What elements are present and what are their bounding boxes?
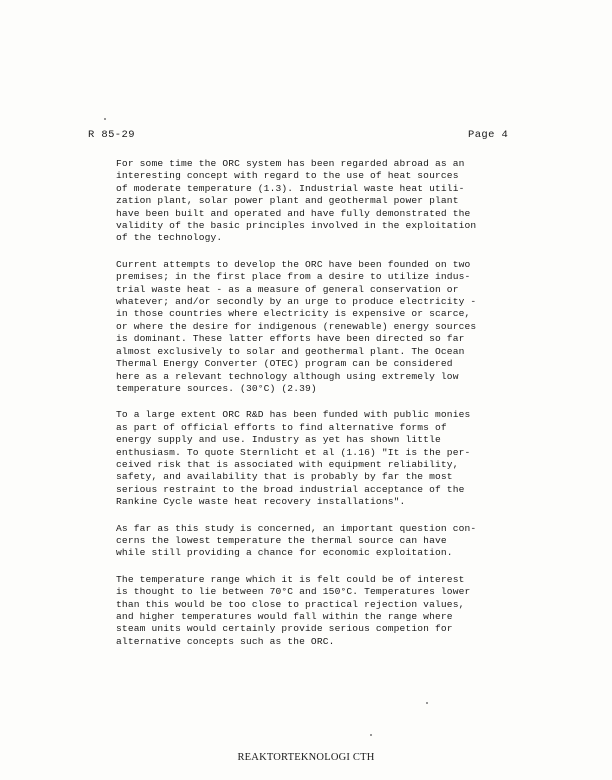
text-line: To a large extent ORC R&D has been funded with public monies	[116, 409, 471, 421]
paragraph-1	[116, 158, 516, 245]
text-line: while still providing a chance for economic exploitation.	[116, 547, 453, 559]
text-line: steam units would certainly provide serious competion for	[116, 623, 453, 635]
text-line: than this would be too close to practical rejection values,	[116, 598, 465, 610]
paragraph-5	[116, 574, 516, 648]
text-line: interesting concept with regard to the use of heat sources	[116, 170, 459, 182]
text-line: premises; in the first place from a desire to utilize indus-	[116, 271, 471, 283]
text-line: and higher temperatures would fall within the range where	[116, 611, 453, 622]
body-text	[116, 158, 516, 662]
paragraph-4	[116, 523, 516, 560]
text-line: almost exclusively to solar and geothermal plant. The Ocean	[116, 345, 465, 357]
paragraph-2	[116, 259, 516, 395]
text-line: safety, and availability that is probably by far the most	[116, 471, 453, 483]
scan-speck	[426, 702, 428, 704]
text-line: As far as this study is concerned, an important question con-	[116, 522, 477, 534]
text-line: The temperature range which it is felt could be of interest	[116, 573, 465, 585]
scan-speck	[370, 734, 372, 736]
text-line: Current attempts to develop the ORC have been founded on two	[116, 258, 471, 270]
footer-institution: REAKTORTEKNOLOGI CTH	[237, 752, 375, 763]
text-line: zation plant, solar power plant and geothermal power plant	[116, 195, 459, 207]
text-line: Rankine Cycle waste heat recovery installations".	[116, 496, 406, 508]
text-line: enthusiasm. To quote Sternlicht et al (1.16) "It is the per-	[116, 446, 471, 458]
text-line: in those countries where electricity is expensive or scarce,	[116, 308, 471, 320]
text-line: temperature sources. (30°C) (2.39)	[116, 382, 317, 394]
text-line: validity of the basic principles involved in the exploitation	[116, 220, 477, 232]
text-line: here as a relevant technology although using extremely low	[116, 370, 459, 382]
text-line: is thought to lie between 70°C and 150°C. Temperatures lower	[116, 586, 471, 598]
scan-speck	[104, 118, 106, 120]
text-line: cerns the lowest temperature the thermal source can have	[116, 534, 447, 546]
text-line: alternative concepts such as the ORC.	[116, 635, 335, 647]
text-line: of moderate temperature (1.3). Industrial waste heat utili-	[116, 182, 465, 194]
text-line: energy supply and use. Industry as yet has shown little	[116, 434, 441, 446]
text-line: serious restraint to the broad industrial acceptance of the	[116, 483, 465, 495]
page-number: Page 4	[468, 129, 509, 141]
text-line: or where the desire for indigenous (renewable) energy sources	[116, 320, 477, 332]
text-line: as part of official efforts to find alternative forms of	[116, 421, 447, 433]
text-line: is dominant. These latter efforts have been directed so far	[116, 333, 465, 345]
text-line: ceived risk that is associated with equipment reliability,	[116, 458, 459, 470]
text-line: whatever; and/or secondly by an urge to produce electricity -	[116, 296, 477, 308]
text-line: have been built and operated and have fully demonstrated the	[116, 207, 471, 219]
report-id: R 85-29	[88, 129, 135, 141]
paragraph-3	[116, 409, 516, 508]
text-line: trial waste heat - as a measure of general conservation or	[116, 283, 459, 295]
text-line: of the technology.	[116, 232, 223, 244]
text-line: For some time the ORC system has been regarded abroad as an	[116, 158, 465, 169]
text-line: Thermal Energy Converter (OTEC) program can be considered	[116, 358, 453, 370]
